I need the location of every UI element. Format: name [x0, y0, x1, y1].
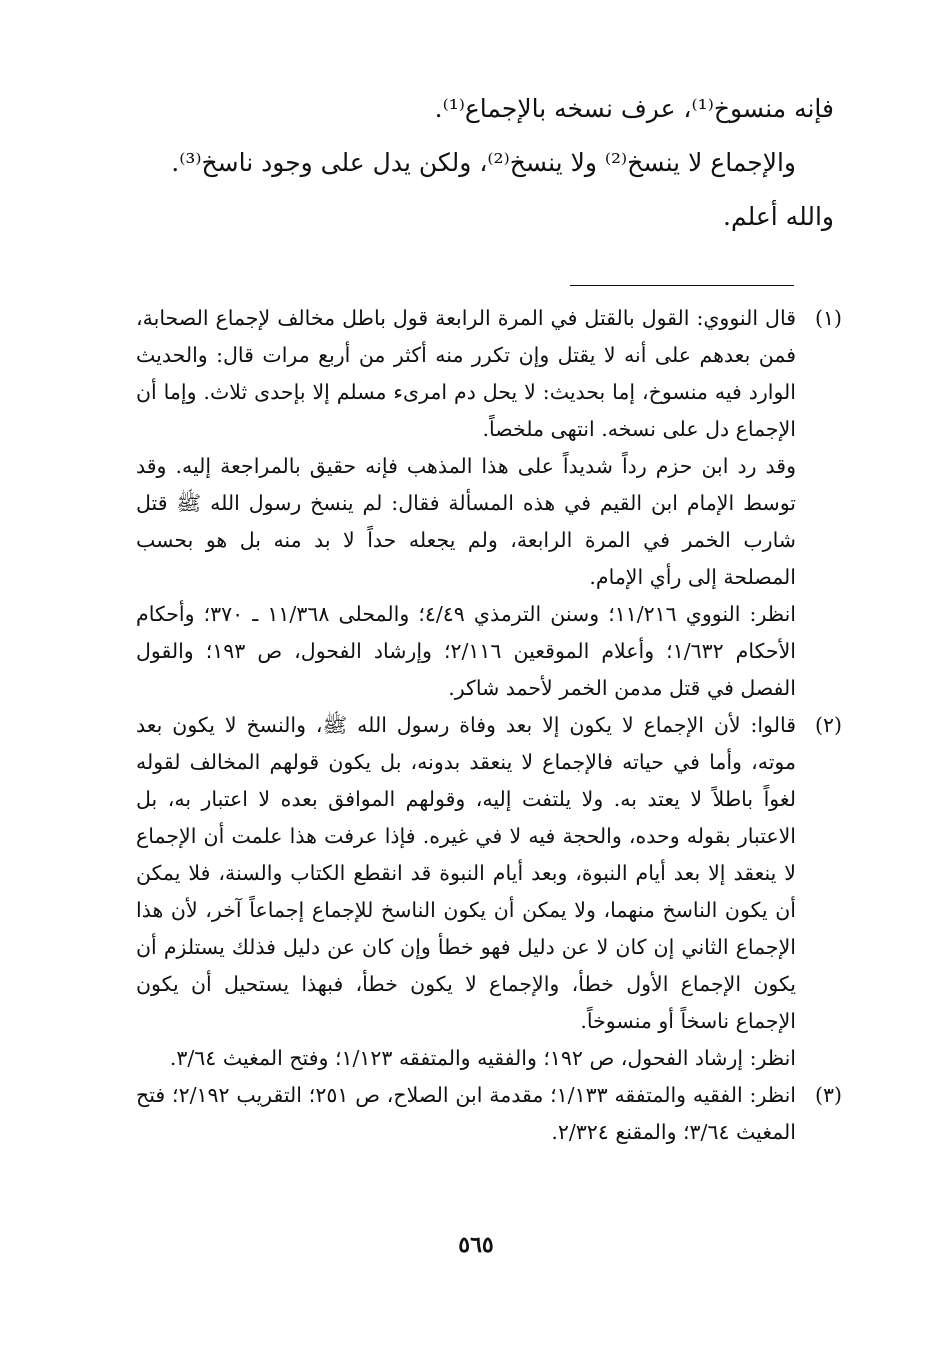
- footnote-divider: [570, 285, 794, 286]
- main-text-line-1: فإنه منسوخ⁽¹⁾، عرف نسخه بالإجماع⁽¹⁾.: [434, 94, 834, 123]
- footnote-marker: (٣): [814, 1083, 842, 1107]
- footnote-paragraph: قال النووي: القول بالقتل في المرة الرابعة قول باطل مخالف لإجماع الصحابة، فمن بعدهم على أنه لا يقتل وإن تكرر منه أكثر من أربع مرات قال: والحديث الوارد فيه منسوخ، إما بحديث: لا يحل دم امرىء مسلم إلا بإحدى ثلاث. وإما أن الإجماع دل على نسخه. انتهى ملخصاً.: [136, 306, 796, 441]
- footnote-paragraph: وقد رد ابن حزم رداً شديداً على هذا المذهب فإنه حقيق بالمراجعة إليه. وقد توسط الإمام ابن القيم في هذه المسألة فقال: لم ينسخ رسول الله ﷺ قتل شارب الخمر في المرة الرابعة، ولم يجعله حداً لا بد منه بل هو بحسب المصلحة إلى رأي الإمام.: [136, 454, 796, 589]
- footnote-paragraph: قالوا: لأن الإجماع لا يكون إلا بعد وفاة رسول الله ﷺ، والنسخ لا يكون بعد موته، وأما في حياته فالإجماع لا ينعقد بدونه، بل يكون قولهم المخالف لقوله لغواً باطلاً لا يعتد به. ولا يلتفت إليه، وقولهم الموافق بعده لا اعتبار به، بل الاعتبار بقوله وحده، والحجة فيه لا في غيره. فإذا عرفت هذا علمت أن الإجماع لا ينعقد إلا بعد أيام النبوة، وبعد أيام النبوة قد انقطع الكتاب والسنة، فلا يمكن أن يكون الناسخ منهما، ولا يمكن أن يكون الناسخ للإجماع إجماعاً آخر، لأن هذا الإجماع الثاني إن كان لا عن دليل فهو خطأ وإن كان عن دليل فذلك يستلزم أن يكون الإجماع الأول خطأ، والإجماع لا يكون خطأ، فبهذا يستحيل أن يكون الإجماع ناسخاً أو منسوخاً.: [136, 713, 797, 1033]
- footnote-marker: (١): [814, 306, 842, 330]
- page-number: ٥٦٥: [458, 1232, 494, 1258]
- footnote-3: [136, 1077, 842, 1151]
- footnote-1: [136, 300, 842, 707]
- footnote-paragraph: انظر: إرشاد الفحول، ص ١٩٢؛ والفقيه والمتفقه ١/١٢٣؛ وفتح المغيث ٣/٦٤.: [169, 1046, 796, 1070]
- footnote-paragraph: انظر: النووي ١١/٢١٦؛ وسنن الترمذي ٤/٤٩؛ والمحلى ١١/٣٦٨ ـ ٣٧٠؛ وأحكام الأحكام ١/٦٣٢؛ وأعلام الموقعين ٢/١١٦؛ وإرشاد الفحول، ص ١٩٣؛ والقول الفصل في قتل مدمن الخمر لأحمد شاكر.: [136, 602, 797, 700]
- footnote-2: [136, 707, 842, 1077]
- main-text-line-3: والله أعلم.: [723, 202, 834, 231]
- footnote-paragraph: انظر: الفقيه والمتفقه ١/١٣٣؛ مقدمة ابن الصلاح، ص ٢٥١؛ التقريب ٢/١٩٢؛ فتح المغيث ٣/٦٤؛ والمقنع ٢/٣٢٤.: [136, 1083, 796, 1144]
- main-text-line-2: والإجماع لا ينسخ⁽²⁾ ولا ينسخ⁽²⁾، ولكن يدل على وجود ناسخ⁽³⁾.: [171, 148, 796, 177]
- footnotes-section: [136, 300, 842, 1151]
- main-text: [134, 82, 834, 244]
- footnote-marker: (٢): [814, 713, 842, 737]
